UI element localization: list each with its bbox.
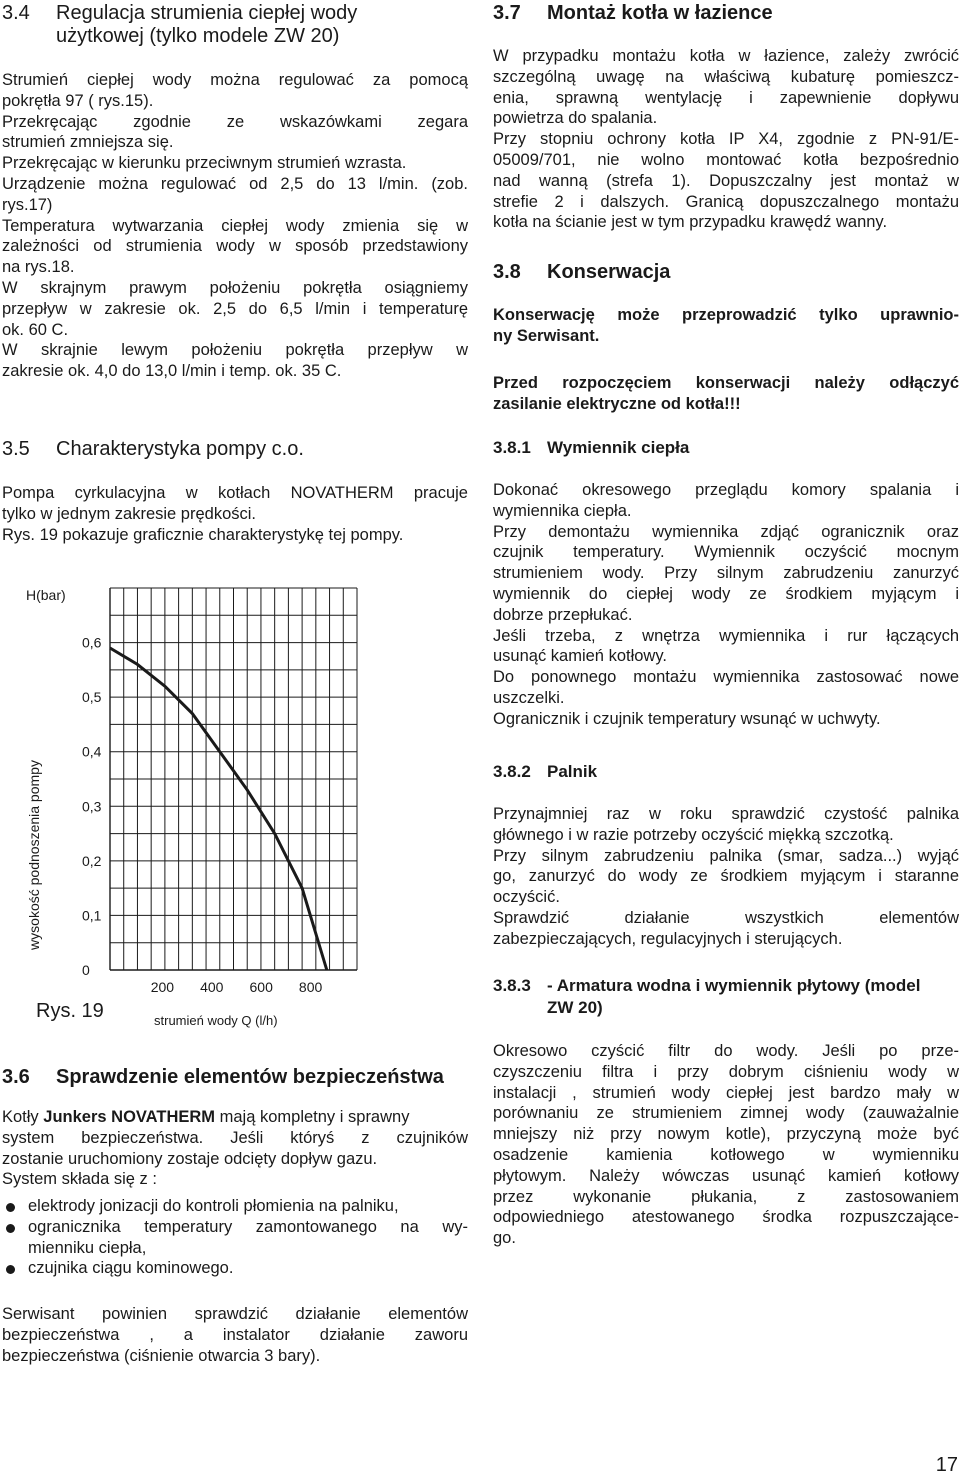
brand-name: Junkers NOVATHERM: [43, 1108, 216, 1126]
section-3-8-1-body: [493, 480, 959, 730]
text-line: czujnika ciągu kominowego.: [28, 1259, 234, 1278]
y-tick-label: 0,1: [82, 907, 102, 924]
section-number: 3.4: [2, 2, 30, 24]
text-line: szczególną uwagę na właściwą kubaturę pomieszcz-: [493, 67, 959, 86]
text-line: Temperatura wytwarzania ciepłej wody zmienia się w: [2, 216, 468, 235]
text-line: W przypadku montażu kotła w łazience, zależy zwrócić: [493, 47, 959, 65]
text-line: Przynajmniej raz w roku sprawdzić czystość palnika: [493, 805, 959, 823]
section-title: Sprawdzenie elementów bezpieczeństwa: [56, 1066, 444, 1088]
text-line: czujnik temperatury. Wymiennik oczyścić mocnym: [493, 543, 959, 562]
y-tick-label: 0: [82, 962, 90, 978]
section-3-8-heading: [493, 261, 670, 284]
text-line: strumień zmniejsza się.: [2, 133, 174, 152]
text-line: strumieniem wody. Przy silnym zabrudzeniu zanurzyć: [493, 564, 959, 583]
y-tick-label: 0,3: [82, 798, 102, 815]
text-line: porównaniu ze strumieniem zimnej wody (zauważalnie: [493, 1104, 959, 1123]
y-tick-label: 0,4: [82, 743, 102, 760]
section-title-line-2: użytkowej (tylko modele ZW 20): [56, 25, 340, 47]
text-line: dobrze przepłukać.: [493, 605, 633, 624]
text-line: Urządzenie można regulować od 2,5 do 13 l/min. (zob.: [2, 174, 468, 193]
text-line: ogranicznika temperatury zamontowanego na wy-: [28, 1217, 468, 1236]
section-3-8-2-heading: [493, 760, 597, 783]
text-line: pokrętła 97 ( rys.15).: [2, 91, 154, 110]
bullet-icon: [6, 1265, 15, 1274]
section-title: Palnik: [547, 762, 598, 781]
text-line: bezpieczeństwa , a instalator działanie zaworu: [2, 1325, 468, 1344]
text-line: ny Serwisant.: [493, 326, 600, 345]
text-line: tylko w jednym zakresie prędkości.: [2, 504, 257, 523]
text-line: Dokonać okresowego przeglądu komory spalania i: [493, 481, 959, 499]
section-3-8-3-heading: [493, 974, 920, 997]
text-line: Jeśli trzeba, z wnętrza wymiennika i rur łączących: [493, 626, 959, 645]
section-3-8-1-heading: [493, 436, 689, 459]
text-line: ok. 60 C.: [2, 320, 69, 339]
text-line: Przekręcając w kierunku przeciwnym strumień wzrasta.: [2, 154, 407, 173]
text-line: Serwisant powinien sprawdzić działanie elementów: [2, 1305, 468, 1323]
text-line: Pompa cyrkulacyjna w kotłach NOVATHERM pracuje: [2, 484, 468, 502]
text-line: enia, sprawną wentylację i zapewnienie dopływu: [493, 88, 959, 107]
text-line: zabezpieczających, regulacyjnych i sterujących.: [493, 929, 843, 948]
text-line: elektrody jonizacji do kontroli płomienia na palniku,: [28, 1197, 399, 1215]
text-line: kotła na ścianie jest w tym przypadku krawędź wanny.: [493, 213, 888, 232]
text-line: przepływ w zakresie ok. 2,5 do 6,5 l/min i temperaturę: [2, 299, 468, 318]
section-number: 3.6: [2, 1066, 30, 1088]
text-line: Przy stopniu ochrony kotła IP X4, zgodnie z PN-91/E-: [493, 130, 959, 149]
x-tick-label: 400: [200, 979, 224, 995]
x-axis-label: strumień wody Q (l/h): [154, 1013, 278, 1028]
text-line: głównego i w razie potrzeby oczyścić miękką szczotką.: [493, 825, 894, 844]
text-line: Przed rozpoczęciem konserwacji należy odłączyć: [493, 374, 959, 392]
list-item: [2, 1258, 468, 1279]
text-line: system bezpieczeństwa. Jeśli któryś z czujników: [2, 1128, 468, 1147]
text-line: rys.17): [2, 195, 53, 214]
page-number: 17: [935, 1454, 958, 1476]
text-line: W skrajnym prawym położeniu pokrętła osiągniemy: [2, 278, 468, 297]
maintenance-warning-2: [493, 373, 959, 415]
text-line: mienniku ciepła,: [28, 1238, 147, 1257]
text-line: płytowym. Należy wówczas usunąć kamień kotłowy: [493, 1166, 959, 1185]
figure-caption: Rys. 19: [36, 1000, 104, 1022]
section-3-7-body: [493, 46, 959, 233]
chart-grid: [110, 588, 357, 970]
text-line: zakresie ok. 4,0 do 13,0 l/min i temp. ok. 35 C.: [2, 362, 342, 381]
list-item: [2, 1196, 468, 1217]
section-3-4-heading: [2, 2, 357, 25]
text-line: na rys.18.: [2, 258, 75, 277]
text-fragment: mają kompletny i sprawny: [215, 1108, 410, 1126]
text-line: Do ponownego montażu wymiennika zastosować nowe: [493, 668, 959, 687]
text-line: Przy demontażu wymiennika zdjąć ogranicznik oraz: [493, 522, 959, 541]
bullet-icon: [6, 1203, 15, 1212]
pump-curve: [110, 648, 327, 970]
text-line: strefie 2 i dalszych. Granicą dopuszczalnego montażu: [493, 192, 959, 211]
text-fragment: Kotły: [2, 1108, 44, 1126]
section-3-4-body: [2, 70, 468, 382]
y-tick-label: 0,6: [82, 634, 102, 651]
section-number: 3.8.3: [493, 976, 531, 995]
section-3-5-body: [2, 483, 468, 545]
text-line: bezpieczeństwa (ciśnienie otwarcia 3 bary).: [2, 1346, 321, 1365]
text-line: uszczelki.: [493, 688, 565, 707]
list-item: [2, 1217, 468, 1259]
section-number: 3.5: [2, 438, 30, 460]
section-3-6-heading: [2, 1066, 444, 1089]
y-tick-label: 0,5: [82, 689, 102, 706]
text-line: czyszczeniu filtra i przy dobrym ciśnieniu wody w: [493, 1062, 959, 1081]
section-title: Charakterystyka pompy c.o.: [56, 438, 304, 460]
text-line: Sprawdzić działanie wszystkich elementów: [493, 908, 959, 927]
text-line: Rys. 19 pokazuje graficznie charakterystykę tej pompy.: [2, 525, 404, 544]
text-line: usunąć kamień kotłowy.: [493, 647, 667, 666]
section-title: Montaż kotła w łazience: [547, 2, 773, 24]
text-line: Strumień ciepłej wody można regulować za pomocą: [2, 71, 468, 89]
bullet-icon: [6, 1224, 15, 1233]
text-line: go, zanurzyć do wody ze środkiem myjącym i staranne: [493, 867, 959, 886]
section-3-5-heading: [2, 438, 304, 461]
section-number: 3.7: [493, 2, 521, 24]
text-line: nad wanną (strefa 1). Dopuszczalny jest montaż w: [493, 171, 959, 190]
text-line: Przekręcając zgodnie ze wskazówkami zegara: [2, 112, 468, 131]
text-line: System składa się z :: [2, 1170, 157, 1189]
text-line: zasilanie elektryczne od kotła!!!: [493, 394, 741, 413]
section-3-6-body: [2, 1107, 468, 1190]
text-line: powietrza do spalania.: [493, 109, 658, 128]
text-line: odpowiedniego atestowanego środka rozpuszczające-: [493, 1208, 959, 1227]
text-line: zależności od strumienia wody w sposób przedstawiony: [2, 237, 468, 256]
section-3-7-heading: [493, 2, 773, 25]
x-tick-label: 800: [298, 979, 323, 995]
text-line: 05009/701, nie wolno montować kotła bezpośrednio: [493, 150, 959, 169]
section-number: 3.8.2: [493, 762, 531, 781]
pump-characteristic-chart: [2, 570, 362, 1030]
section-title-line-1: Regulacja strumienia ciepłej wody: [56, 2, 358, 24]
y-unit-label: H(bar): [26, 587, 66, 603]
text-line: zostanie uruchomiony zostaje odcięty dopływ gazu.: [2, 1149, 378, 1168]
chart-ticks: [82, 635, 322, 995]
text-line: Okresowo czyścić filtr do wody. Jeśli po prze-: [493, 1042, 959, 1060]
x-tick-label: 200: [150, 979, 175, 995]
text-line: instalacji , strumień wody ciepłej jest bardzo mały w: [493, 1083, 959, 1102]
y-tick-label: 0,2: [82, 852, 102, 869]
safety-elements-list: [2, 1196, 468, 1279]
x-tick-label: 600: [249, 979, 273, 995]
section-title-line-1: - Armatura wodna i wymiennik płytowy (model: [547, 976, 921, 995]
text-line: Przy silnym zabrudzeniu palnika (smar, sadza...) wyjąć: [493, 846, 959, 865]
section-number: 3.8: [493, 261, 521, 283]
text-line: mniejszy niż przy nowym kotle), przyczyną może być: [493, 1125, 959, 1144]
section-title-line-2: ZW 20): [547, 998, 603, 1017]
text-line: Konserwację może przeprowadzić tylko uprawnio-: [493, 306, 959, 324]
section-3-8-2-body: [493, 804, 959, 950]
text-line: Ogranicznik i czujnik temperatury wsunąć w uchwyty.: [493, 709, 881, 728]
y-axis-label: wysokość podnoszenia pompy: [26, 760, 42, 950]
text-line: wymiennika ciepła.: [493, 501, 632, 520]
section-title: Wymiennik ciepła: [547, 438, 690, 457]
section-title: Konserwacja: [547, 261, 671, 283]
text-line: oczyścić.: [493, 888, 560, 907]
section-3-8-3-body: [493, 1041, 959, 1249]
text-line: wymiennik do ciepłej wody ze środkiem myjącym i: [493, 584, 959, 603]
text-line: W skrajnie lewym położeniu pokrętła przepływ w: [2, 341, 468, 360]
section-3-6-note: [2, 1304, 468, 1366]
section-number: 3.8.1: [493, 438, 531, 457]
section-3-8-3-heading-line-2: [547, 996, 603, 1019]
text-line: przez wykonanie płukania, z zastosowaniem: [493, 1187, 959, 1206]
maintenance-warning-1: [493, 305, 959, 347]
text-line: osadzenie kamienia kotłowego w wymienniku: [493, 1145, 959, 1164]
text-line: go.: [493, 1229, 516, 1248]
section-3-4-heading-line-2: [56, 25, 339, 48]
